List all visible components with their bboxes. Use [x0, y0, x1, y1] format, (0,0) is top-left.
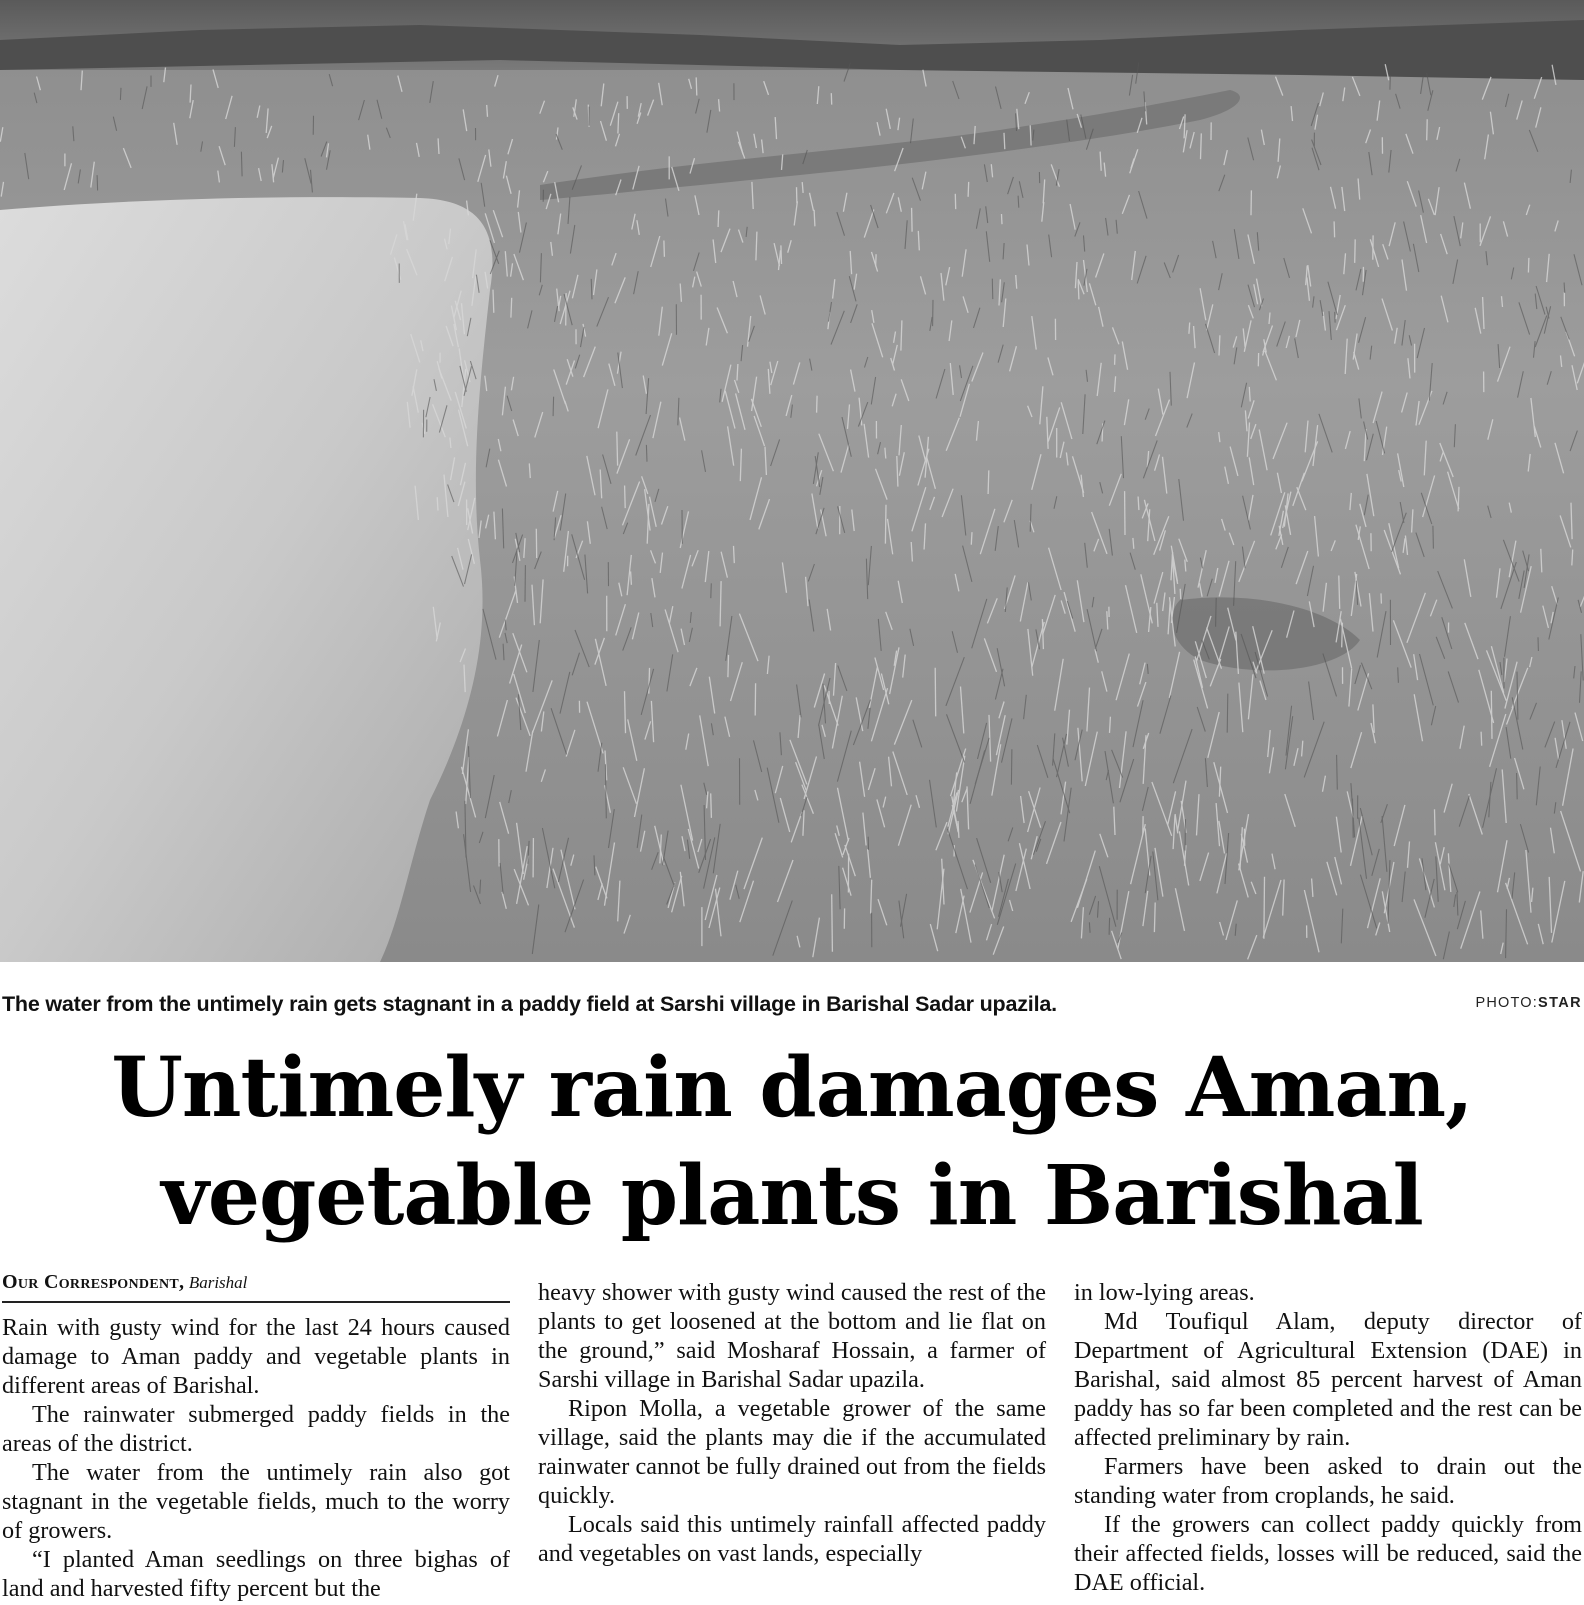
article-column-1	[2, 1270, 510, 1603]
headline-line-2: vegetable plants in Barishal	[161, 1148, 1423, 1244]
article-headline	[0, 1034, 1584, 1250]
paragraph: heavy shower with gusty wind caused the rest of the plants to get loosened at the bottom and lie flat on the ground,” said Mosharaf Hossain, a farmer of Sarshi village in Barishal Sadar upazila.	[538, 1279, 1046, 1393]
byline-author: Our Correspondent,	[2, 1271, 185, 1293]
paragraph: in low-lying areas.	[1074, 1279, 1255, 1306]
photo-credit	[1475, 995, 1582, 1011]
paragraph: Md Toufiqul Alam, deputy director of Department of Agricultural Extension (DAE) in Barishal, said almost 85 percent harvest of Aman paddy has so far been completed and the rest can be affected preliminary by rain.	[1074, 1308, 1582, 1451]
paragraph: The rainwater submerged paddy fields in the areas of the district.	[2, 1401, 510, 1457]
article-column-2	[538, 1278, 1046, 1568]
photo-credit-source: STAR	[1538, 995, 1582, 1011]
paragraph: The water from the untimely rain also got stagnant in the vegetable fields, much to the worry of growers.	[2, 1459, 510, 1544]
article-column-3	[1074, 1278, 1582, 1597]
byline-location: Barishal	[188, 1273, 248, 1292]
paragraph: “I planted Aman seedlings on three bighas of land and harvested fifty percent but the	[2, 1546, 510, 1602]
paragraph: Ripon Molla, a vegetable grower of the same village, said the plants may die if the accumulated rainwater cannot be fully drained out from the fields quickly.	[538, 1395, 1046, 1509]
photo-caption-row	[0, 992, 1584, 1022]
paragraph: Farmers have been asked to drain out the standing water from croplands, he said.	[1074, 1453, 1582, 1509]
photo-credit-label: PHOTO:	[1475, 995, 1538, 1011]
photo-caption: The water from the untimely rain gets stagnant in a paddy field at Sarshi village in Barishal Sadar upazila.	[2, 992, 1057, 1016]
paragraph: Locals said this untimely rainfall affected paddy and vegetables on vast lands, especially	[538, 1511, 1046, 1567]
paragraph: If the growers can collect paddy quickly from their affected fields, losses will be reduced, said the DAE official.	[1074, 1511, 1582, 1596]
byline	[2, 1270, 510, 1303]
headline-line-1: Untimely rain damages Aman,	[111, 1040, 1473, 1136]
paragraph: Rain with gusty wind for the last 24 hours caused damage to Aman paddy and vegetable plants in different areas of Barishal.	[2, 1314, 510, 1399]
